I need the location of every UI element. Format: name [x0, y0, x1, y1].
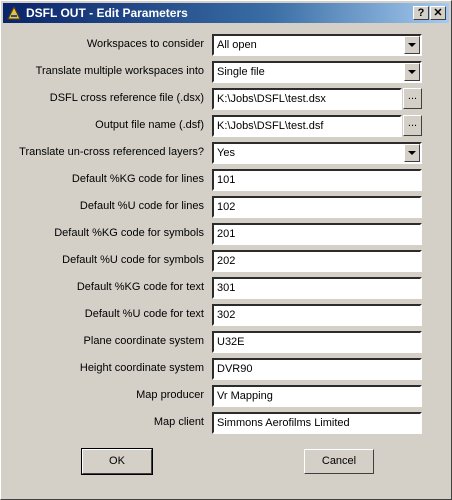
u-text-label: Default %U code for text [84, 308, 204, 320]
map-client-label: Map client [153, 416, 204, 428]
title-bar [3, 3, 449, 23]
cross-reference-input[interactable]: K:\Jobs\DSFL\test.dsx [212, 88, 402, 110]
cross-reference-label: DSFL cross reference file (.dsx) [49, 92, 204, 104]
translate-multiple-label: Translate multiple workspaces into [35, 65, 204, 77]
map-producer-input[interactable]: Vr Mapping [212, 385, 422, 407]
row-u-text [1, 304, 451, 326]
u-lines-input[interactable]: 102 [212, 196, 422, 218]
translate-multiple-combo[interactable] [212, 61, 422, 83]
row-plane-coordinate [1, 331, 451, 353]
output-file-input[interactable]: K:\Jobs\DSFL\test.dsf [212, 115, 402, 137]
chevron-down-icon[interactable] [404, 63, 420, 81]
row-workspaces [1, 34, 451, 56]
row-uncross-layers [1, 142, 451, 164]
row-u-lines [1, 196, 451, 218]
ok-button[interactable]: OK [82, 449, 152, 474]
u-symbols-label: Default %U code for symbols [62, 254, 204, 266]
plane-coordinate-label: Plane coordinate system [83, 335, 204, 347]
row-cross-reference [1, 88, 451, 110]
plane-coordinate-input[interactable]: U32E [212, 331, 422, 353]
app-icon [6, 5, 22, 21]
kg-lines-input[interactable]: 101 [212, 169, 422, 191]
map-producer-label: Map producer [136, 389, 204, 401]
output-file-browse-button[interactable]: ... [403, 115, 422, 136]
chevron-down-icon[interactable] [404, 36, 420, 54]
row-output-file [1, 115, 451, 137]
u-text-input[interactable]: 302 [212, 304, 422, 326]
cancel-button[interactable]: Cancel [304, 449, 374, 474]
workspaces-combo[interactable] [212, 34, 422, 56]
row-map-producer [1, 385, 451, 407]
row-kg-symbols [1, 223, 451, 245]
help-button[interactable]: ? [413, 6, 429, 20]
workspaces-label: Workspaces to consider [86, 38, 204, 50]
row-height-coordinate [1, 358, 451, 380]
u-symbols-input[interactable]: 202 [212, 250, 422, 272]
u-lines-label: Default %U code for lines [79, 200, 204, 212]
kg-symbols-label: Default %KG code for symbols [54, 227, 204, 239]
translate-multiple-value: Single file [217, 66, 265, 78]
output-file-label: Output file name (.dsf) [95, 119, 204, 131]
row-u-symbols [1, 250, 451, 272]
map-client-input[interactable]: Simmons Aerofilms Limited [212, 412, 422, 434]
height-coordinate-input[interactable]: DVR90 [212, 358, 422, 380]
uncross-layers-label: Translate un-cross referenced layers? [19, 146, 204, 158]
row-kg-lines [1, 169, 451, 191]
kg-text-input[interactable]: 301 [212, 277, 422, 299]
window-title: DSFL OUT - Edit Parameters [26, 6, 188, 20]
row-kg-text [1, 277, 451, 299]
uncross-layers-value: Yes [217, 147, 235, 159]
close-button[interactable]: ✕ [430, 6, 446, 20]
height-coordinate-label: Height coordinate system [79, 362, 204, 374]
workspaces-value: All open [217, 39, 257, 51]
kg-text-label: Default %KG code for text [76, 281, 204, 293]
cross-reference-browse-button[interactable]: ... [403, 88, 422, 109]
kg-symbols-input[interactable]: 201 [212, 223, 422, 245]
row-translate-multiple [1, 61, 451, 83]
row-map-client [1, 412, 451, 434]
uncross-layers-combo[interactable] [212, 142, 422, 164]
chevron-down-icon[interactable] [404, 144, 420, 162]
kg-lines-label: Default %KG code for lines [71, 173, 204, 185]
